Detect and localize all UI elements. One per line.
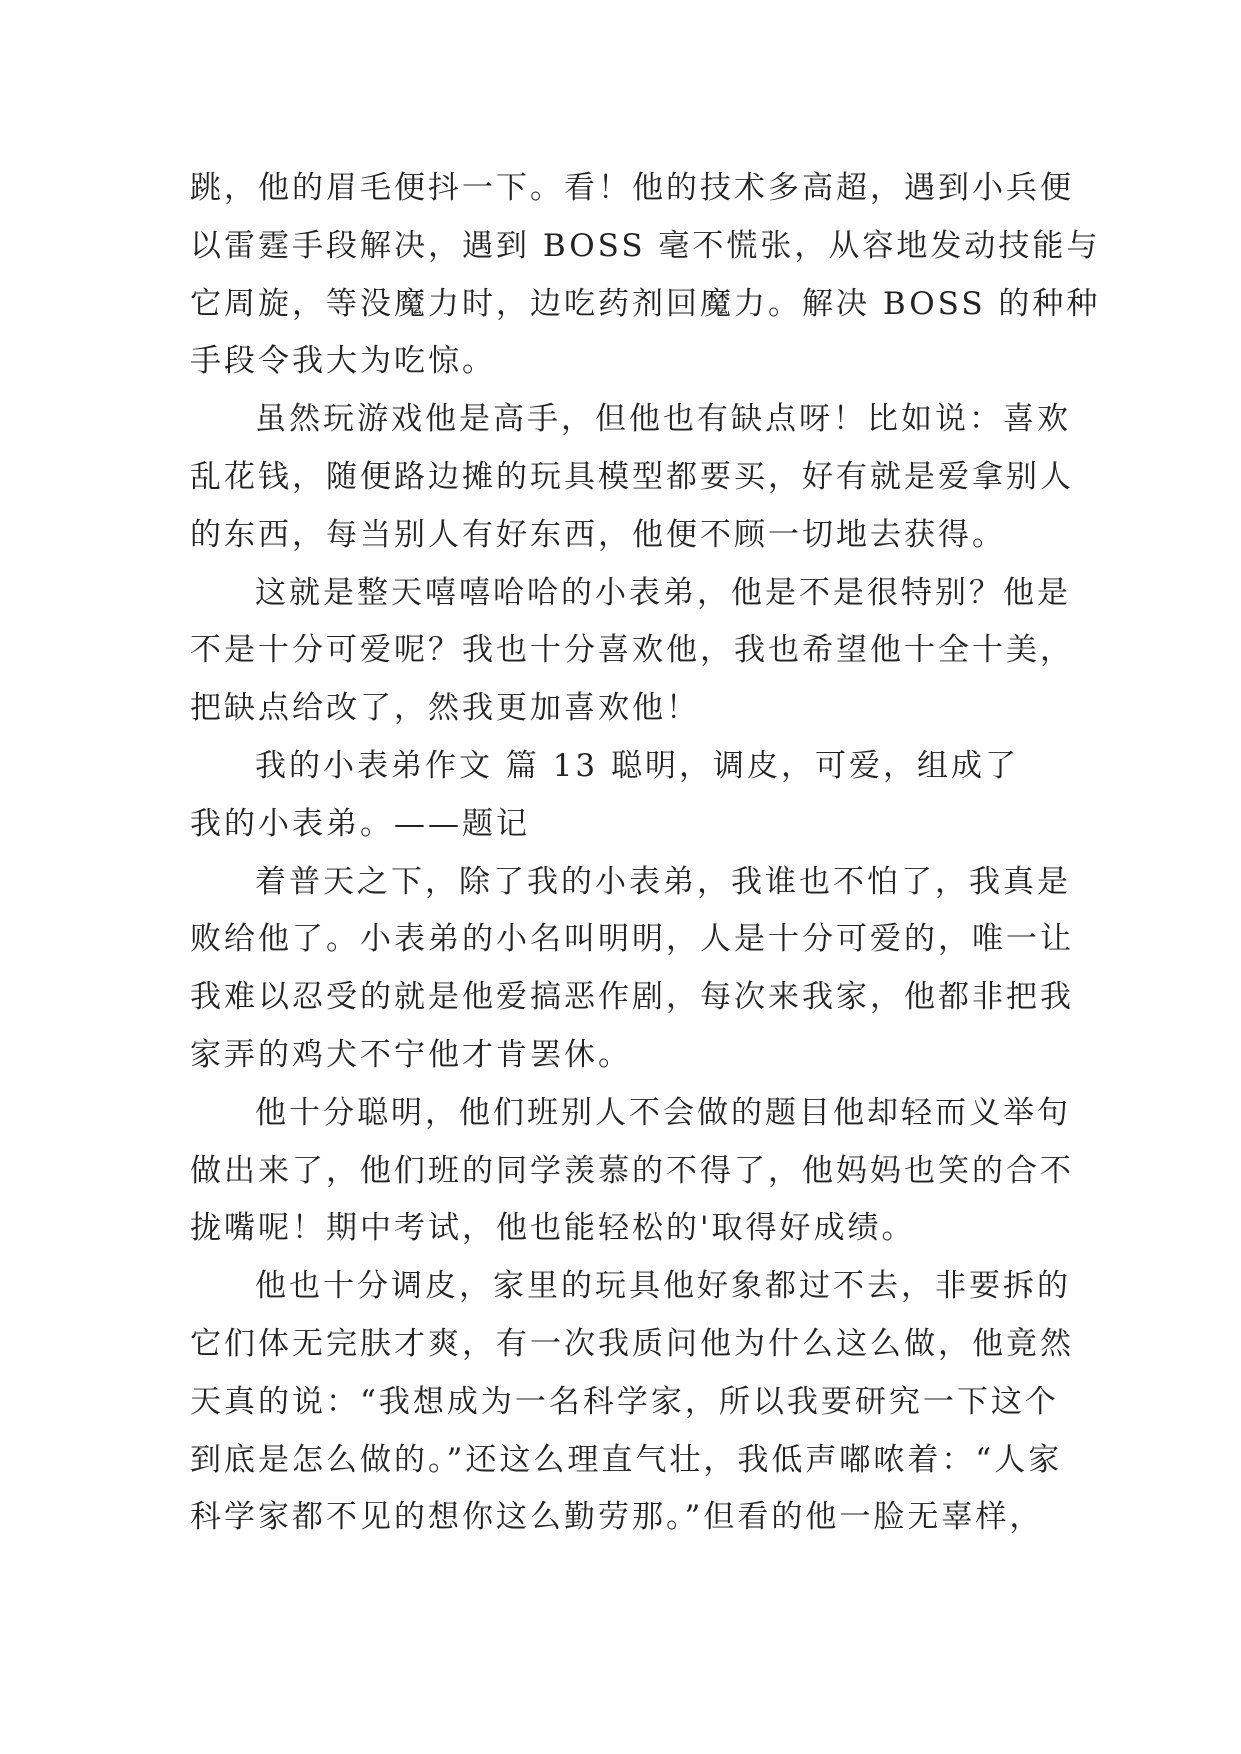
- text-line: 我的小表弟。——题记: [190, 805, 530, 842]
- text-line: 到底是怎么做的。”还这么理直气壮，我低声嘟哝着：“人家: [190, 1441, 1063, 1478]
- text-line: 跳，他的眉毛便抖一下。看！他的技术多高超，遇到小兵便: [190, 170, 1074, 206]
- text-line: 手段令我大为吃惊。: [190, 343, 496, 380]
- text-line: 败给他了。小表弟的小名叫明明，人是十分可爱的，唯一让: [190, 921, 1074, 958]
- text-line: 不是十分可爱呢？我也十分喜欢他，我也希望他十全十美，: [190, 632, 1074, 669]
- text-line: 它们体无完肤才爽，有一次我质问他为什么这么做，他竟然: [190, 1325, 1074, 1362]
- essay-text-block: [190, 160, 1101, 1547]
- text-line: 他十分聪明，他们班别人不会做的题目他却轻而义举句: [255, 1094, 1071, 1131]
- text-line: 拢嘴呢！期中考试，他也能轻松的'取得好成绩。: [190, 1210, 916, 1247]
- text-line: 他也十分调皮，家里的玩具他好象都过不去，非要拆的: [255, 1268, 1071, 1305]
- text-line: 以雷霆手段解决，遇到 BOSS 毫不慌张，从容地发动技能与: [190, 227, 1101, 264]
- text-line: 的东西，每当别人有好东西，他便不顾一切地去获得。: [190, 516, 1006, 553]
- text-line: 这就是整天嘻嘻哈哈的小表弟，他是不是很特别？他是: [255, 574, 1071, 611]
- text-line: 着普天之下，除了我的小表弟，我谁也不怕了，我真是: [255, 863, 1071, 900]
- text-line: 做出来了，他们班的同学羡慕的不得了，他妈妈也笑的合不: [190, 1152, 1074, 1189]
- text-line: 家弄的鸡犬不宁他才肯罢休。: [190, 1036, 632, 1073]
- text-line: 把缺点给改了，然我更加喜欢他！: [190, 690, 700, 727]
- text-line: 我难以忍受的就是他爱搞恶作剧，每次来我家，他都非把我: [190, 979, 1074, 1016]
- text-line: 乱花钱，随便路边摊的玩具模型都要买，好有就是爱拿别人: [190, 458, 1074, 495]
- text-line: 科学家都不见的想你这么勤劳那。”但看的他一脸无辜样，: [190, 1499, 1044, 1536]
- text-line: 虽然玩游戏他是高手，但他也有缺点呀！比如说：喜欢: [255, 401, 1071, 438]
- text-line: 我的小表弟作文 篇 13 聪明，调皮，可爱，组成了: [255, 747, 1020, 784]
- text-line: 天真的说：“我想成为一名科学家，所以我要研究一下这个: [190, 1383, 1059, 1420]
- text-line: 它周旋，等没魔力时，边吃药剂回魔力。解决 BOSS 的种种: [190, 285, 1101, 322]
